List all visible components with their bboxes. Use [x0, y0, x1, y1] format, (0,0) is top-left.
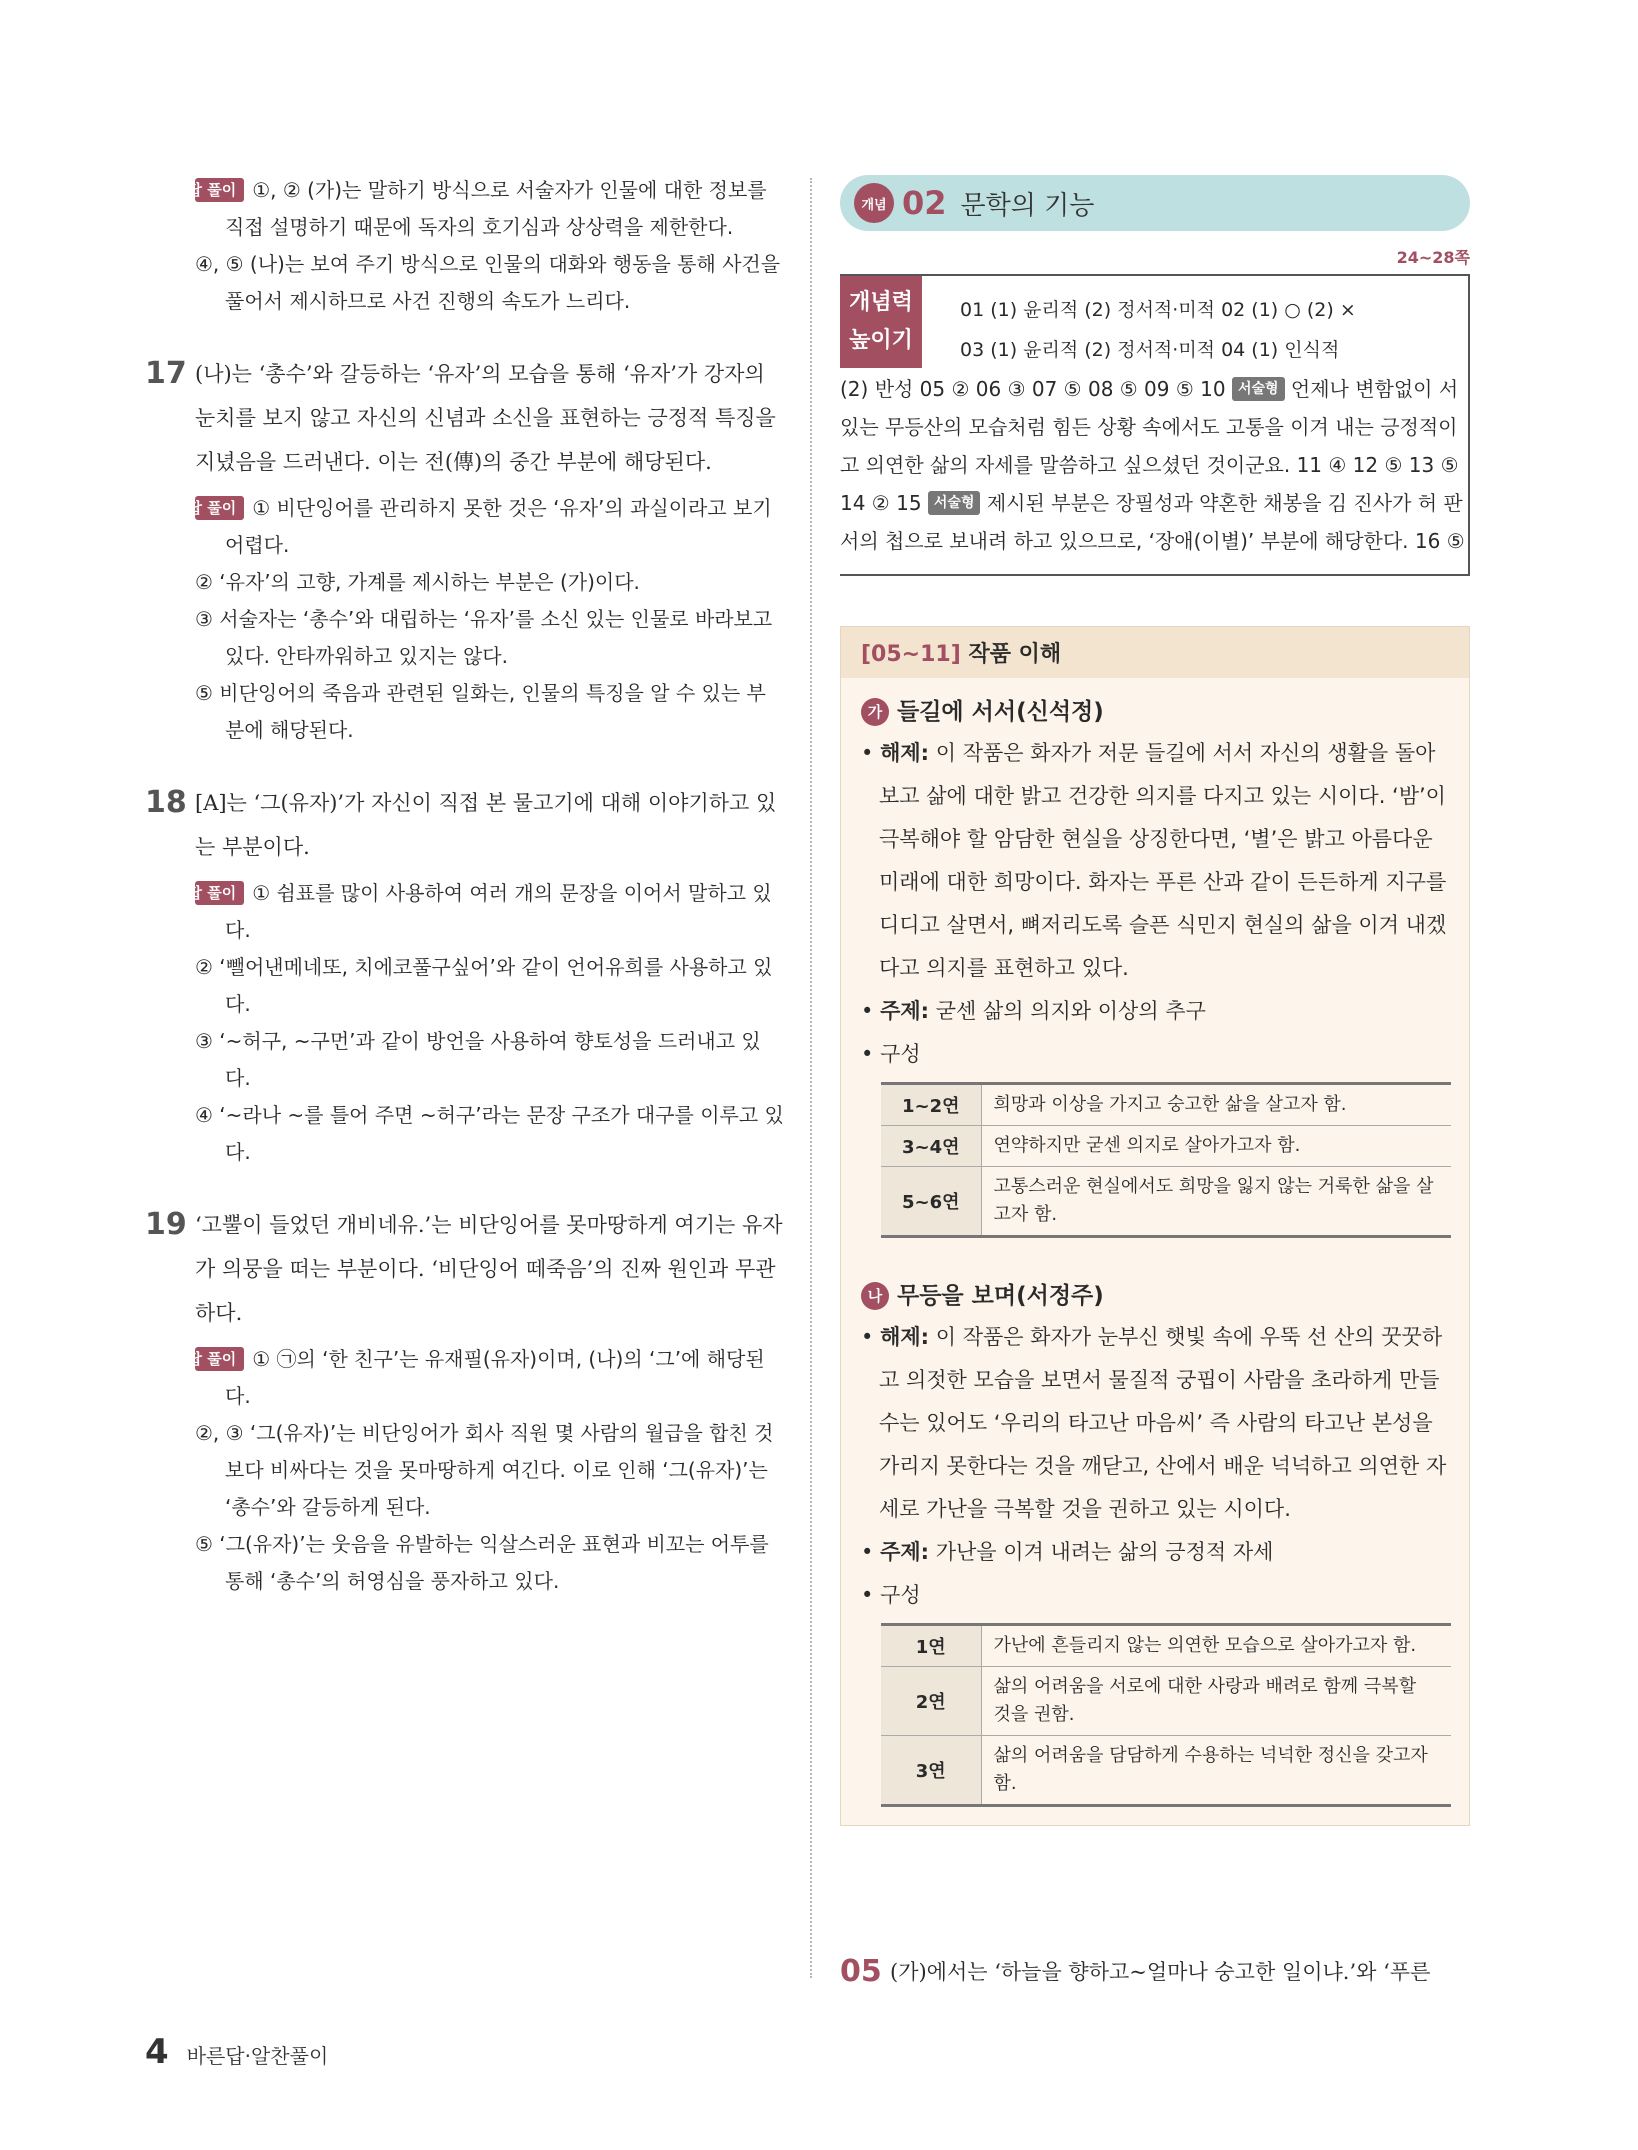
table-row: 2연 삶의 어려움을 서로에 대한 사랑과 배려로 함께 극복할 것을 권함.	[881, 1667, 1451, 1736]
circle-mark: 나	[861, 1282, 889, 1310]
wrong-answer-badge: 오답 풀이	[195, 881, 244, 905]
page-footer	[145, 2032, 328, 2072]
wrong-answer-explanations	[173, 490, 785, 749]
column-divider	[810, 178, 812, 1978]
poem-structure-label: • 구성	[861, 1583, 921, 1607]
explanation-line: ① 쉼표를 많이 사용하여 여러 개의 문장을 이어서 말하고 있다.	[225, 881, 772, 942]
explanation-line: ① 비단잉어를 관리하지 못한 것은 ‘유자’의 과실이라고 보기 어렵다.	[225, 496, 772, 557]
concept-tag: 개념력 높이기	[840, 276, 922, 368]
explanation-line: ① ㉠의 ‘한 친구’는 유재필(유자)이며, (나)의 ‘그’에 해당된다.	[225, 1347, 765, 1408]
wrong-answer-explanations	[173, 1341, 785, 1600]
question-17	[145, 352, 785, 749]
poem-description: • 해제: 이 작품은 화자가 저문 들길에 서서 자신의 생활을 돌아보고 삶에 대한 밝고 건강한 의지를 다지고 있는 시이다. ‘밤’이 극복해야 할 암담한 현실을 상징한다면, ‘별’은 밝고 아름다운 미래에 대한 희망이다. 화자는 푸른 산과 같이 든든하게 지구를 디디고 살면서, 뼈저리도록 슬픈 식민지 현실의 삶을 이겨 내겠다고 의지를 표현하고 있다.	[861, 741, 1447, 980]
question-number: 17	[145, 356, 187, 391]
question-18	[145, 781, 785, 1171]
table-row: 3~4연 연약하지만 굳센 의지로 살아가고자 함.	[881, 1126, 1451, 1167]
answers-line: 03 (1) 윤리적 (2) 정서적·미적 04 (1) 인식적	[960, 339, 1340, 361]
table-row: 1연 가난에 흔들리지 않는 의연한 모습으로 살아가고자 함.	[881, 1625, 1451, 1667]
section-number: 02	[902, 184, 947, 222]
explanation-line: 오답 풀이 ①, ② (가)는 말하기 방식으로 서술자가 인물에 대한 정보를 직접 설명하기 때문에 독자의 호기심과 상상력을 제한한다.	[173, 178, 767, 239]
section-header	[840, 175, 1470, 231]
explanation-line: ② ‘뺄어낸메네또, 치에코풀구싶어’와 같이 언어유희를 사용하고 있다.	[195, 955, 773, 1016]
poem-theme: • 주제: 가난을 이겨 내려는 삶의 긍정적 자세	[861, 1540, 1274, 1564]
work-box-header: [05~11] 작품 이해	[841, 627, 1469, 678]
table-row: 1~2연 희망과 이상을 가지고 숭고한 삶을 살고자 함.	[881, 1084, 1451, 1126]
explanation-line: ⑤ ‘그(유자)’는 웃음을 유발하는 익살스러운 표현과 비꼬는 어투를 통해 ‘총수’의 허영심을 풍자하고 있다.	[195, 1532, 769, 1593]
explanation-line: ③ ‘~허구, ~구먼’과 같이 방언을 사용하여 향토성을 드러내고 있다.	[195, 1029, 761, 1090]
concept-badge: 개념	[854, 183, 894, 223]
explanation-line: ② ‘유자’의 고향, 가계를 제시하는 부분은 (가)이다.	[195, 570, 640, 594]
wrong-answer-badge: 오답 풀이	[195, 178, 244, 202]
right-column	[840, 175, 1470, 1826]
question-19	[145, 1203, 785, 1600]
question-body: ‘고뿔이 들었던 개비네유.’는 비단잉어를 못마땅하게 여기는 유자가 의뭉을 떠는 부분이다. ‘비단잉어 떼죽음’의 진짜 원인과 무관하다.	[195, 1213, 783, 1325]
poem-title: 가 들길에 서서(신석정)	[861, 692, 1449, 732]
answer-key-box	[840, 274, 1470, 576]
structure-table	[881, 1623, 1451, 1807]
poem-title: 나 무등을 보며(서정주)	[861, 1276, 1449, 1316]
section-title: 문학의 기능	[960, 190, 1095, 221]
intro-explanation	[173, 172, 785, 320]
poem-description: • 해제: 이 작품은 화자가 눈부신 햇빛 속에 우뚝 선 산의 꿋꿋하고 의젓한 모습을 보면서 물질적 궁핍이 사람을 초라하게 만들 수는 있어도 ‘우리의 타고난 마음씨’ 즉 사람의 타고난 본성을 가리지 못한다는 것을 깨닫고, 산에서 배운 넉넉하고 의연한 자세로 가난을 극복할 것을 권하고 있는 시이다.	[861, 1325, 1447, 1521]
essay-badge: 서술형	[1232, 377, 1285, 401]
explanation-line: ④, ⑤ (나)는 보여 주기 방식으로 인물의 대화와 행동을 통해 사건을 풀어서 제시하므로 사건 진행의 속도가 느리다.	[195, 252, 781, 313]
explanation-line: ⑤ 비단잉어의 죽음과 관련된 일화는, 인물의 특징을 알 수 있는 부분에 해당된다.	[195, 681, 766, 742]
work-understanding-box	[840, 626, 1470, 1826]
explanation-line: ②, ③ ‘그(유자)’는 비단잉어가 회사 직원 몇 사람의 월급을 합친 것보다 비싸다는 것을 못마땅하게 여긴다. 이로 인해 ‘그(유자)’는 ‘총수’와 갈등하게 된다.	[195, 1421, 774, 1519]
explanation-line: ③ 서술자는 ‘총수’와 대립하는 ‘유자’를 소신 있는 인물로 바라보고 있다. 안타까워하고 있지는 않다.	[195, 607, 773, 668]
poem-structure-label: • 구성	[861, 1042, 921, 1066]
answers-paragraph: (2) 반성 05 ② 06 ③ 07 ⑤ 08 ⑤ 09 ⑤ 10 서술형 언제나 변함없이 서 있는 무등산의 모습처럼 힘든 상황 속에서도 고통을 이겨 내는 긍정적이고 의연한 삶의 자세를 말씀하고 싶으셨던 것이군요. 11 ④ 12 ⑤ 13 ⑤ 14 ② 15 서술형 제시된 부분은 장필성과 약혼한 채봉을 김 진사가 허 판서의 첩으로 보내려 하고 있으므로, ‘장애(이별)’ 부분에 해당한다. 16 ⑤	[840, 377, 1465, 553]
explanation-line: ④ ‘~라나 ~를 틀어 주면 ~허구’라는 문장 구조가 대구를 이루고 있다.	[195, 1103, 784, 1164]
circle-mark: 가	[861, 698, 889, 726]
wrong-answer-explanations	[173, 875, 785, 1171]
question-body: (가)에서는 ‘하늘을 향하고~얼마나 숭고한 일이냐.’와 ‘푸른	[890, 1960, 1431, 1984]
page-reference: 24~28쪽	[1396, 248, 1470, 267]
left-column	[145, 172, 785, 1600]
essay-badge: 서술형	[928, 491, 981, 515]
table-row: 5~6연 고통스러운 현실에서도 희망을 잃지 않는 거룩한 삶을 살고자 함.	[881, 1167, 1451, 1237]
question-number: 18	[145, 785, 187, 820]
question-number: 05	[840, 1954, 882, 1989]
wrong-answer-badge: 오답 풀이	[195, 496, 244, 520]
question-body: (나)는 ‘총수’와 갈등하는 ‘유자’의 모습을 통해 ‘유자’가 강자의 눈치를 보지 않고 자신의 신념과 소신을 표현하는 긍정적 특징을 지녔음을 드러낸다. 이는 전(傳)의 중간 부분에 해당된다.	[195, 362, 776, 474]
page-number: 4	[145, 2032, 169, 2072]
footer-title: 바른답·알찬풀이	[186, 2044, 329, 2068]
answers-line: 01 (1) 윤리적 (2) 정서적·미적 02 (1) ○ (2) ×	[960, 299, 1356, 321]
poem-theme: • 주제: 굳센 삶의 의지와 이상의 추구	[861, 999, 1206, 1023]
question-body: [A]는 ‘그(유자)’가 자신이 직접 본 물고기에 대해 이야기하고 있는 부분이다.	[195, 791, 777, 859]
question-05	[840, 1950, 1470, 1994]
structure-table	[881, 1082, 1451, 1238]
table-row: 3연 삶의 어려움을 담담하게 수용하는 넉넉한 정신을 갖고자 함.	[881, 1736, 1451, 1806]
question-number: 19	[145, 1207, 187, 1242]
wrong-answer-badge: 오답 풀이	[195, 1347, 244, 1371]
